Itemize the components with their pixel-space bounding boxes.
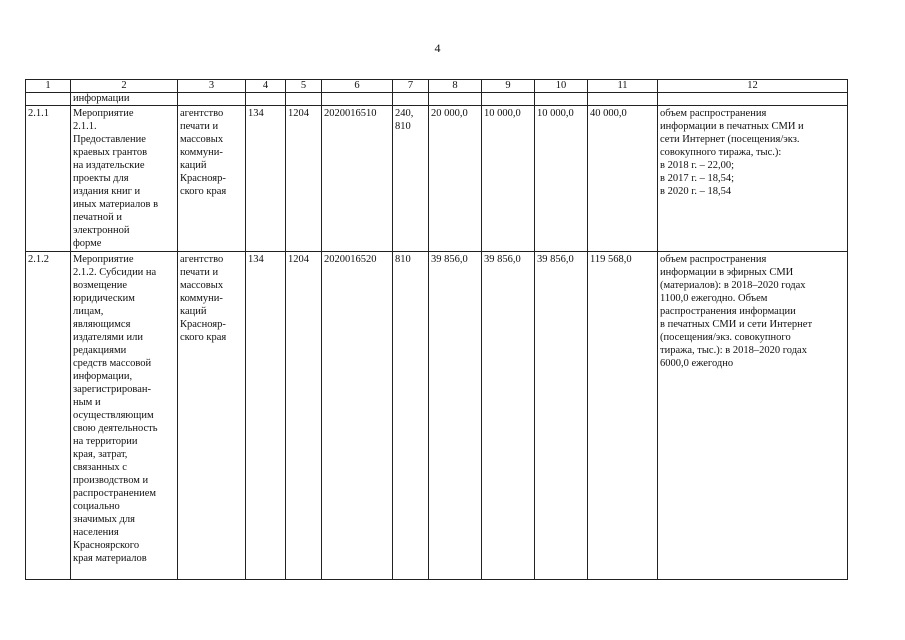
amount-cell: 39 856,0	[429, 252, 482, 580]
expected-result-cell: объем распространения информации в эфирных СМИ (материалов): в 2018–2020 годах 1100,0 ежегодно. Объем распространения информации в печатных СМИ и сети Интернет (посещения/экз. совокупного тиража, тыс.): в 2018–2020 годах 6000,0 ежегодно	[658, 252, 848, 580]
column-header: 2	[71, 80, 178, 93]
program-table	[25, 79, 848, 580]
item-number-cell: 2.1.2	[26, 252, 71, 580]
table-cell	[658, 93, 848, 106]
code-cell: 2020016510	[322, 106, 393, 252]
total-amount-cell: 119 568,0	[588, 252, 658, 580]
column-header: 5	[286, 80, 322, 93]
amount-cell: 39 856,0	[482, 252, 535, 580]
code-cell: 1204	[286, 252, 322, 580]
administrator-cell: агентство печати и массовых коммуни- каций Краснояр- ского края	[178, 106, 246, 252]
code-cell: 134	[246, 252, 286, 580]
table-cell	[178, 93, 246, 106]
column-header: 10	[535, 80, 588, 93]
table-cell	[429, 93, 482, 106]
continuation-row	[26, 93, 848, 106]
column-header: 6	[322, 80, 393, 93]
code-cell: 810	[393, 252, 429, 580]
table-cell	[246, 93, 286, 106]
code-cell: 1204	[286, 106, 322, 252]
column-header: 3	[178, 80, 246, 93]
table-cell	[588, 93, 658, 106]
measure-name-cell: Мероприятие 2.1.1. Предоставление краевых грантов на издательские проекты для издания книг и иных материалов в печатной и электронной форме	[71, 106, 178, 252]
measure-name-cell: Мероприятие 2.1.2. Субсидии на возмещение юридическим лицам, являющимся издателями или редакциями средств массовой информации, зарегистрирован- ным и осуществляющим свою деятельность на территории края, затрат, связанных с производством и распространением социально значимых для населения Красноярского края материалов	[71, 252, 178, 580]
column-number-row	[26, 80, 848, 93]
column-header: 7	[393, 80, 429, 93]
table-cell	[482, 93, 535, 106]
column-header: 4	[246, 80, 286, 93]
page-number: 4	[434, 41, 441, 55]
table-cell: информации	[71, 93, 178, 106]
column-header: 11	[588, 80, 658, 93]
column-header: 12	[658, 80, 848, 93]
administrator-cell: агентство печати и массовых коммуни- каций Краснояр- ского края	[178, 252, 246, 580]
expected-result-cell: объем распространения информации в печатных СМИ и сети Интернет (посещения/экз. совокупного тиража, тыс.): в 2018 г. – 22,00; в 2017 г. – 18,54; в 2020 г. – 18,54	[658, 106, 848, 252]
table-cell	[393, 93, 429, 106]
table-cell	[322, 93, 393, 106]
amount-cell: 10 000,0	[482, 106, 535, 252]
table-cell	[26, 93, 71, 106]
table-cell	[286, 93, 322, 106]
table-row	[26, 252, 848, 580]
amount-cell: 39 856,0	[535, 252, 588, 580]
column-header: 8	[429, 80, 482, 93]
item-number-cell: 2.1.1	[26, 106, 71, 252]
code-cell: 2020016520	[322, 252, 393, 580]
table-row	[26, 106, 848, 252]
table-cell	[535, 93, 588, 106]
column-header: 9	[482, 80, 535, 93]
code-cell: 240, 810	[393, 106, 429, 252]
column-header: 1	[26, 80, 71, 93]
total-amount-cell: 40 000,0	[588, 106, 658, 252]
amount-cell: 20 000,0	[429, 106, 482, 252]
code-cell: 134	[246, 106, 286, 252]
amount-cell: 10 000,0	[535, 106, 588, 252]
